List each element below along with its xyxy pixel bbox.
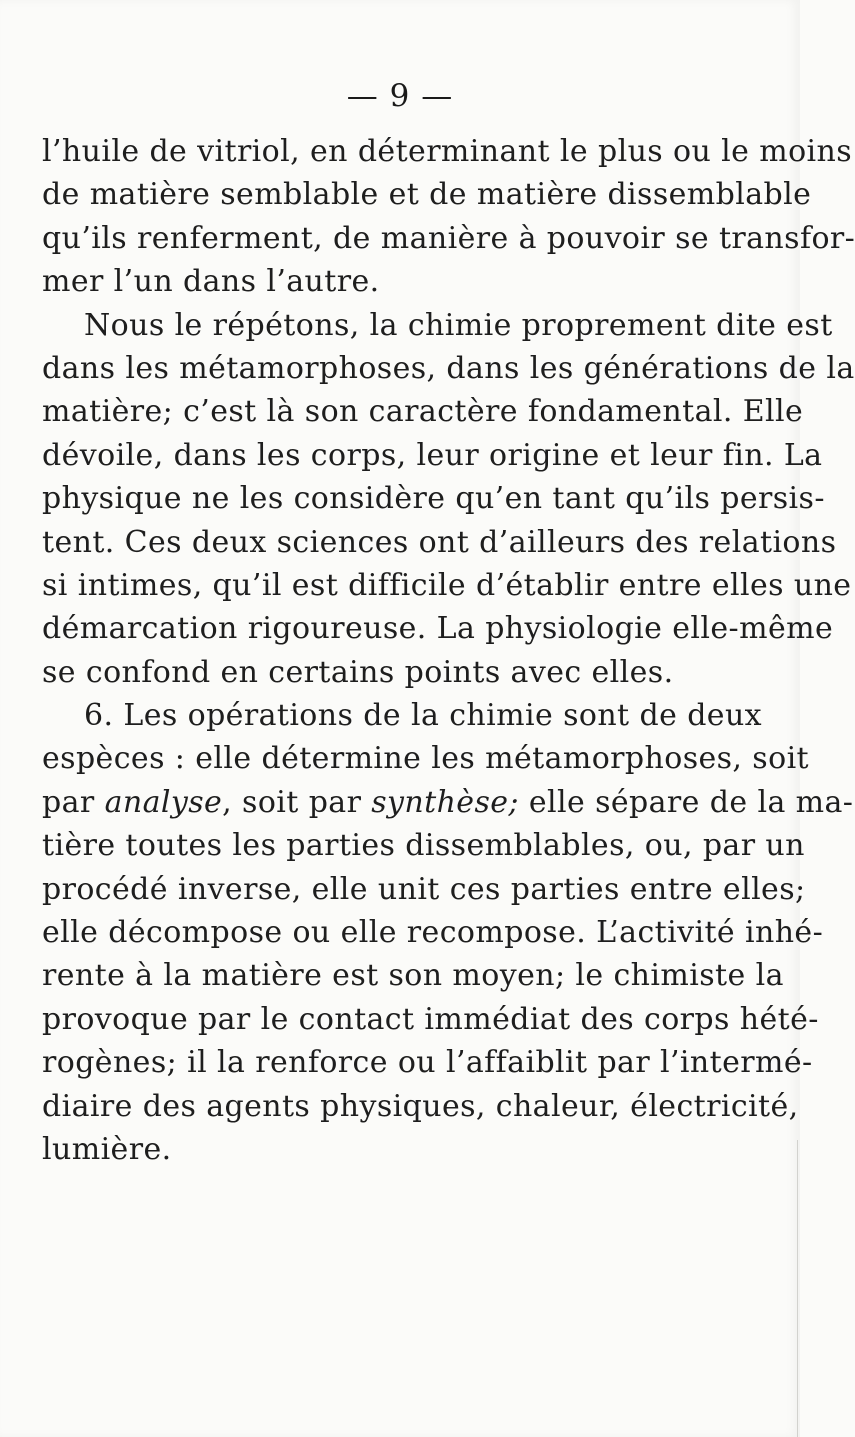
text-line: rente à la matière est son moyen; le chimiste la [42,958,784,994]
text-line: elle décompose ou elle recompose. L’activité inhé- [42,915,824,951]
section-6-heading-line: 6. Les opérations de la chimie sont de deux [84,698,762,734]
text-line: qu’ils renferment, de manière à pouvoir se transfor- [42,220,855,256]
text-fragment: par [42,784,105,820]
italic-term-analyse: analyse [104,784,223,820]
text-line: diaire des agents physiques, chaleur, électricité, [42,1088,799,1124]
text-line-with-italics [42,781,854,824]
text-line: de matière semblable et de matière dissemblable [42,177,812,213]
text-fragment: , soit par [222,784,372,820]
text-line: rogènes; il la renforce ou l’affaiblit par l’intermé- [42,1045,813,1081]
page-edge-line [797,1140,798,1437]
text-line: Nous le répétons, la chimie proprement dite est [84,307,833,343]
text-line: se confond en certains points avec elles. [42,654,674,690]
text-line: lumière. [42,1131,172,1167]
text-line: procédé inverse, elle unit ces parties entre elles; [42,871,806,907]
text-line: espèces : elle détermine les métamorphoses, soit [42,741,810,777]
text-line: provoque par le contact immédiat des corps hété- [42,1001,819,1037]
text-fragment: elle sépare de la ma- [518,784,854,820]
text-line: dans les métamorphoses, dans les générations de la [42,350,855,386]
text-line: démarcation rigoureuse. La physiologie elle-même [42,611,834,647]
text-line: tière toutes les parties dissemblables, ou, par un [42,828,805,864]
text-line: physique ne les considère qu’en tant qu’ils persis- [42,481,825,517]
text-line: tent. Ces deux sciences ont d’ailleurs des relations [42,524,837,560]
page-number: — 9 — [346,78,454,114]
text-line: si intimes, qu’il est difficile d’établir entre elles une [42,567,852,603]
italic-term-synthese: synthèse; [371,784,519,820]
text-line: l’huile de vitriol, en déterminant le plus ou le moins [42,134,853,169]
text-line: matière; c’est là son caractère fondamental. Elle [42,394,804,430]
text-line: dévoile, dans les corps, leur origine et leur fin. La [42,437,823,473]
text-line: mer l’un dans l’autre. [42,264,380,300]
body-text [42,130,855,1171]
